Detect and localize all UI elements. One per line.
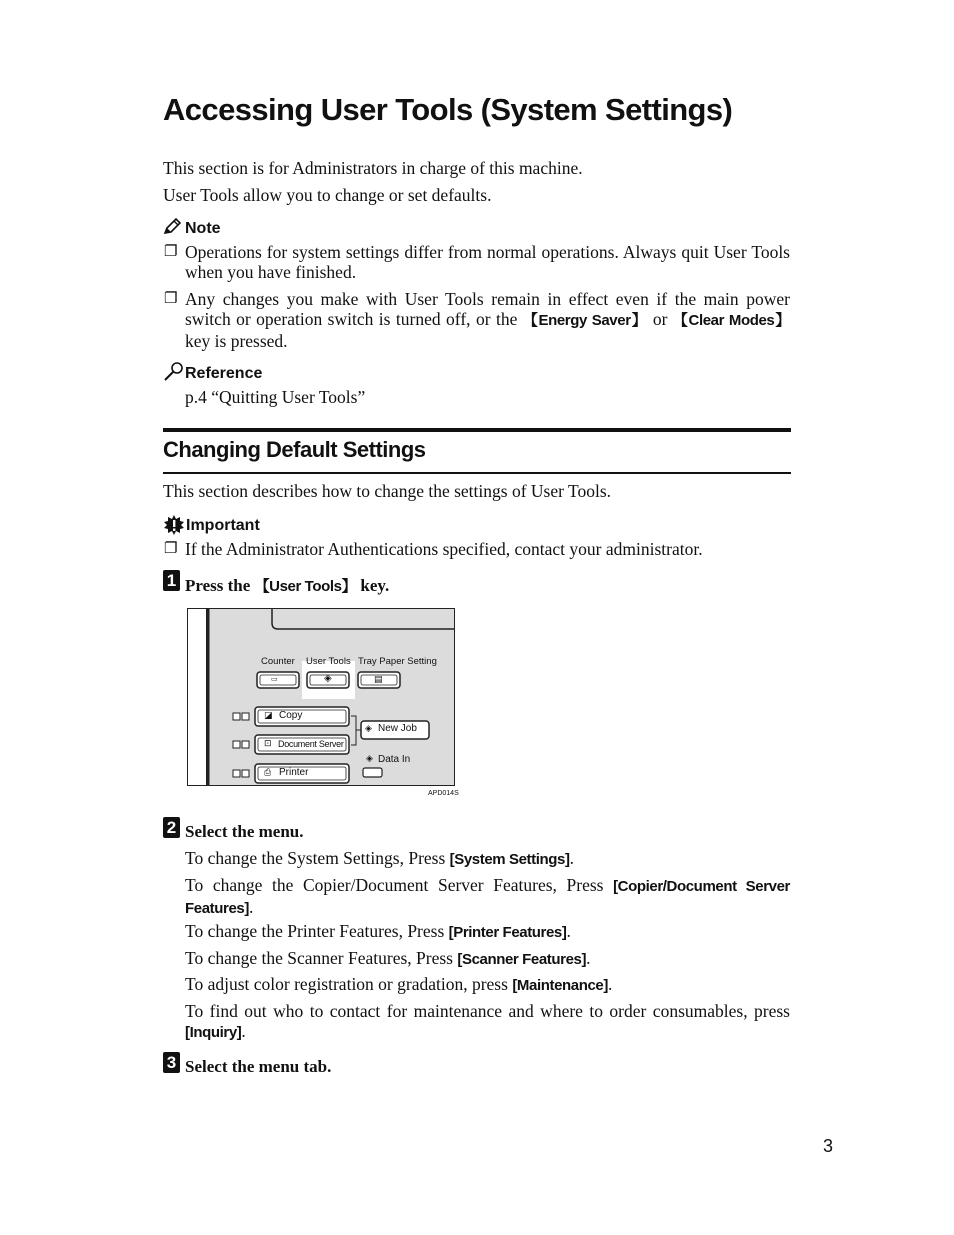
- step-3-number: 3: [163, 1052, 180, 1073]
- figure-id: APD014S: [428, 790, 459, 797]
- menu-instruction-printer: To change the Printer Features, Press [Printer Features].: [185, 921, 571, 941]
- checkbox-bullet-icon: ❐: [164, 289, 178, 307]
- section-top-rule: [163, 428, 791, 432]
- note-item-1: Operations for system settings differ from normal operations. Always quit User Tools when you have finished.: [185, 242, 790, 282]
- menu-instruction-system: To change the System Settings, Press [System Settings].: [185, 848, 574, 868]
- printer-key-label: Printer: [279, 767, 309, 778]
- intro-line-1: This section is for Administrators in charge of this machine.: [163, 158, 583, 178]
- inquiry-button-ref: [Inquiry]: [185, 1024, 242, 1041]
- counter-key-label: Counter: [261, 656, 295, 667]
- document-server-key-label: Document Server: [278, 739, 344, 749]
- menu-instruction-copier: To change the Copier/Document Server Features, Press [Copier/Document Server Features].: [185, 875, 790, 917]
- important-item: If the Administrator Authentications specified, contact your administrator.: [185, 539, 703, 559]
- important-label: Important: [186, 517, 260, 534]
- step-2-title: Select the menu.: [185, 822, 304, 841]
- note-item-2-end: key is pressed.: [185, 331, 288, 351]
- copier-document-server-features-button-ref: [Copier/Document Server Features]: [185, 878, 790, 917]
- menu-instruction-scanner: To change the Scanner Features, Press [Scanner Features].: [185, 948, 591, 968]
- section-bottom-rule: [163, 472, 791, 474]
- data-in-icon: ◈: [366, 753, 373, 763]
- checkbox-bullet-icon: ❐: [164, 539, 178, 557]
- copy-icon: ◪: [264, 710, 273, 720]
- copy-key-label: Copy: [279, 710, 303, 721]
- note-or: or: [652, 309, 668, 329]
- user-tools-key-label: User Tools: [306, 656, 351, 667]
- user-tools-icon: ◈: [324, 673, 332, 684]
- tray-paper-key-label: Tray Paper Setting: [358, 656, 437, 667]
- step-2-number: 2: [163, 817, 180, 838]
- page-number: 3: [823, 1136, 834, 1156]
- data-in-indicator-label: Data In: [378, 754, 411, 765]
- step-1-pre: Press the: [185, 576, 251, 595]
- reference-link[interactable]: p.4 “Quitting User Tools”: [185, 387, 366, 407]
- control-panel-illustration: [187, 608, 455, 786]
- new-job-key-label: New Job: [378, 723, 417, 734]
- step-1-post: key.: [360, 576, 390, 595]
- intro-line-2: User Tools allow you to change or set defaults.: [163, 185, 492, 205]
- checkbox-bullet-icon: ❐: [164, 242, 178, 260]
- maintenance-button-ref: [Maintenance]: [512, 977, 608, 994]
- reference-label: Reference: [185, 365, 263, 382]
- user-tools-key: 【User Tools】: [254, 578, 357, 595]
- pencil-icon: [163, 218, 183, 236]
- menu-instruction-maintenance: To adjust color registration or gradation, press [Maintenance].: [185, 974, 613, 994]
- clear-modes-key: 【Clear Modes】: [672, 312, 791, 329]
- note-item-2: [185, 289, 790, 351]
- section-heading: Changing Default Settings: [163, 437, 426, 462]
- energy-saver-key: 【Energy Saver】: [522, 312, 648, 329]
- printer-icon: ⎙: [264, 767, 272, 777]
- counter-icon: ▭: [271, 676, 278, 683]
- step-1-number: 1: [163, 570, 180, 591]
- document-server-icon: ⊡: [264, 738, 272, 748]
- step-3-title: Select the menu tab.: [185, 1057, 332, 1076]
- system-settings-button-ref: [System Settings]: [449, 851, 570, 868]
- section-description: This section describes how to change the settings of User Tools.: [163, 481, 612, 501]
- new-job-icon: ◈: [365, 723, 372, 733]
- wrench-icon: [163, 361, 185, 381]
- note-label: Note: [185, 220, 221, 237]
- step-1-title: [185, 575, 389, 596]
- scanner-features-button-ref: [Scanner Features]: [457, 951, 587, 968]
- note-item-2-text: Any changes you make with User Tools remain in effect even if the main power switch or operation switch is turned off, or the: [185, 289, 790, 329]
- page-title: Accessing User Tools (System Settings): [163, 92, 733, 127]
- printer-features-button-ref: [Printer Features]: [448, 924, 567, 941]
- tray-paper-icon: ▤: [374, 674, 383, 684]
- important-icon: [163, 514, 185, 536]
- menu-instruction-inquiry: To find out who to contact for maintenance and where to order consumables, press [Inquiry].: [185, 1001, 790, 1041]
